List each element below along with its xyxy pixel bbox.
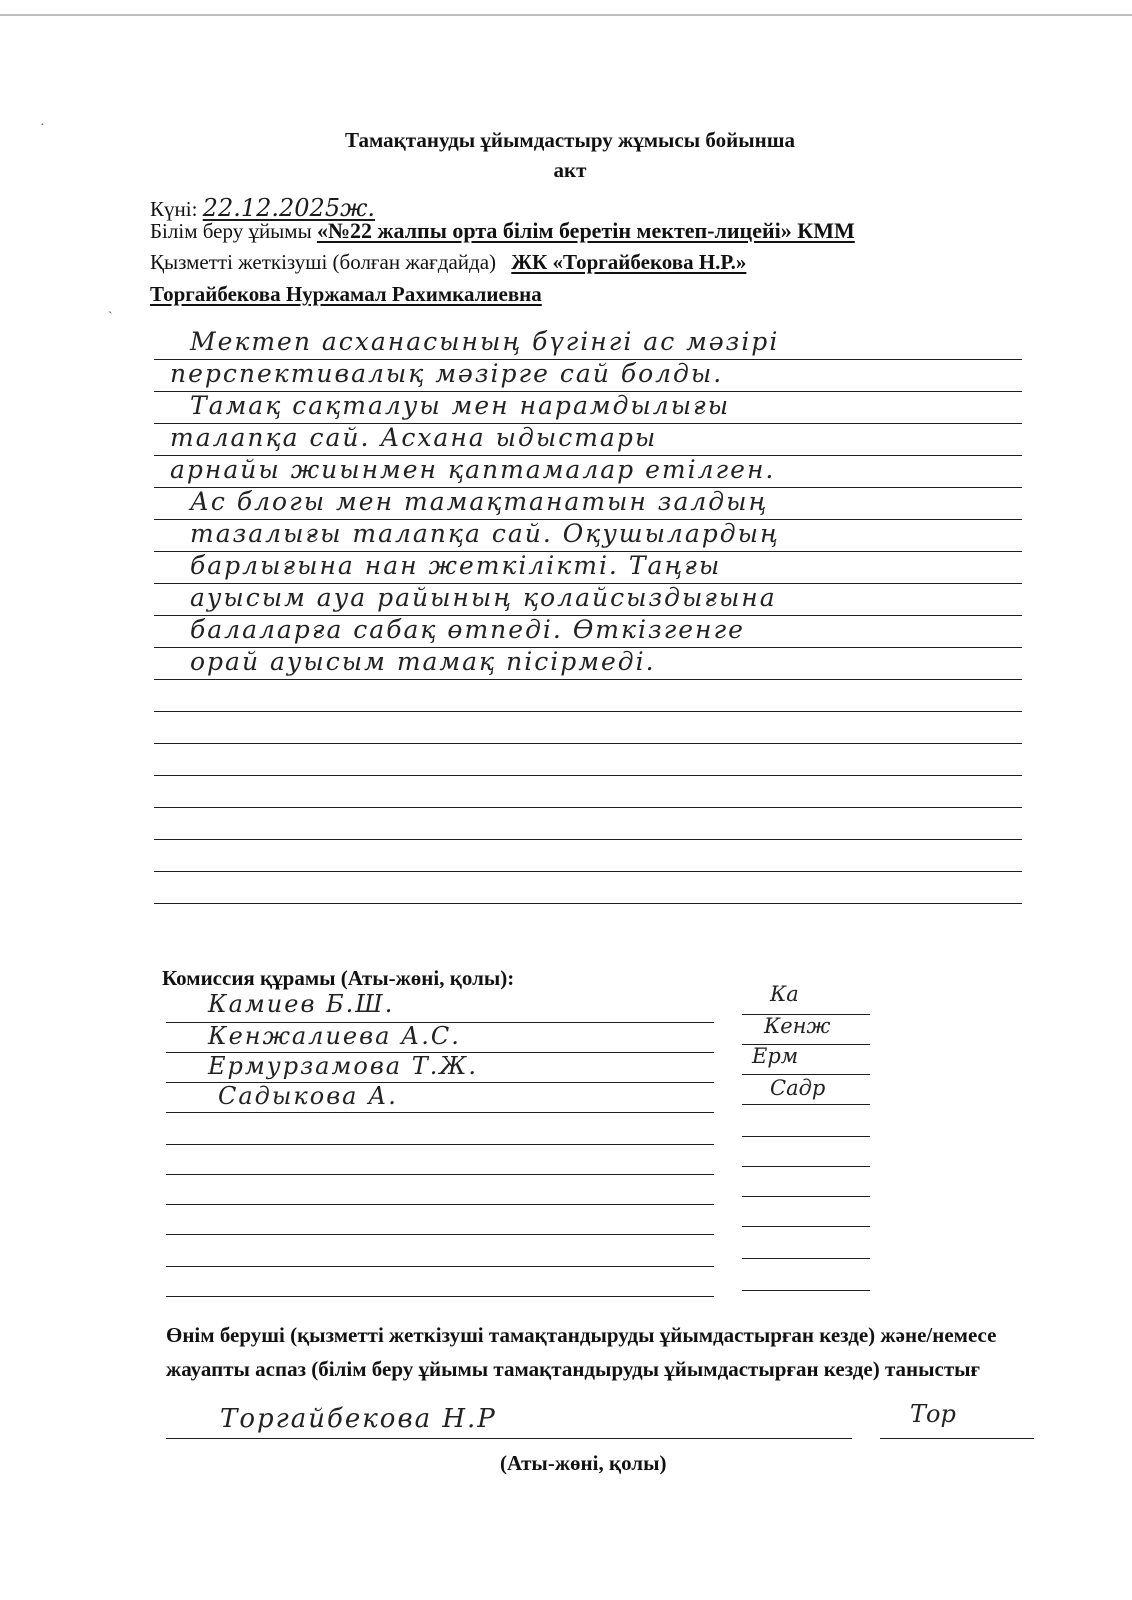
ruled-line <box>154 775 1022 776</box>
finding-line: барлығына нан жеткілікті. Таңғы <box>190 551 722 580</box>
signature-line <box>742 1226 870 1227</box>
scan-edge <box>0 14 1132 16</box>
ruled-line <box>166 1438 852 1439</box>
commission-member-signature: Садр <box>770 1076 826 1100</box>
finding-line: ауысым ауа райының қолайсыздығына <box>190 583 777 612</box>
finding-line: Тамақ сақталуы мен нарамдылығы <box>190 391 731 420</box>
finding-line: орай ауысым тамақ пісірмеді. <box>190 647 656 676</box>
ruled-line <box>154 743 1022 744</box>
finding-line: талапқа сай. Асхана ыдыстары <box>170 423 658 452</box>
acknowledgement-signature: Тор <box>910 1400 956 1428</box>
commission-member-name: Садыкова А. <box>218 1082 398 1110</box>
commission-label: Комиссия құрамы (Аты-жөні, қолы): <box>162 966 515 990</box>
commission-member-signature: Ерм <box>752 1044 799 1068</box>
org-line <box>150 218 855 244</box>
signature-line <box>742 1104 870 1105</box>
acknowledgement-text: Өнім беруші (қызметті жеткізуші тамақтандыруды ұйымдастырған кезде) және/немесе жауапты аспаз (білім беру ұйымы тамақтандыруды ұйымдастырған кезде) таныстығ <box>166 1323 997 1381</box>
date-label: Күні: <box>150 197 198 221</box>
org-label: Білім беру ұйымы <box>150 219 312 243</box>
scan-speck: ˴ <box>108 304 113 319</box>
commission-member-name: Кенжалиева А.С. <box>208 1022 461 1050</box>
scan-speck: · <box>40 118 45 133</box>
org-value: «№22 жалпы орта білім беретін мектеп-лицейі» КММ <box>316 218 855 243</box>
ruled-line <box>166 1266 714 1267</box>
ruled-line <box>154 839 1022 840</box>
ruled-line <box>166 1112 714 1113</box>
supplier-label: Қызметті жеткізуші (болған жағдайда) <box>150 250 497 274</box>
ruled-line <box>154 807 1022 808</box>
supplier-value: ЖК «Торгайбекова Н.Р.» <box>511 250 747 274</box>
ruled-line <box>166 1234 714 1235</box>
ruled-line <box>154 903 1022 904</box>
ruled-line <box>154 679 1022 680</box>
commission-member-name: Камиев Б.Ш. <box>208 990 395 1018</box>
ruled-line <box>166 1296 714 1297</box>
commission-member-signature: Ка <box>770 982 799 1006</box>
signature-line <box>880 1438 1034 1439</box>
signature-caption: (Аты-жөні, қолы) <box>500 1451 667 1475</box>
supplier-person: Торгайбекова Нуржамал Рахимкалиевна <box>150 282 542 306</box>
signature-line <box>742 1074 870 1075</box>
date-value: 22.12.2025ж. <box>202 194 375 222</box>
document-title: Тамақтануды ұйымдастыру жұмысы бойынша <box>345 128 795 152</box>
ruled-line <box>166 1174 714 1175</box>
ruled-line <box>166 1144 714 1145</box>
acknowledgement-name: Торгайбекова Н.Р <box>220 1404 497 1434</box>
ruled-line <box>154 711 1022 712</box>
finding-line: арнайы жиынмен қаптамалар етілген. <box>170 455 776 484</box>
signature-line <box>742 1136 870 1137</box>
commission-member-name: Ермурзамова Т.Ж. <box>208 1052 478 1080</box>
document-subtitle: акт <box>553 158 587 182</box>
ruled-line <box>154 871 1022 872</box>
signature-line <box>742 1196 870 1197</box>
signature-line <box>742 1290 870 1291</box>
commission-member-signature: Кенж <box>764 1014 831 1038</box>
signature-line <box>742 1258 870 1259</box>
finding-line: Ас блогы мен тамақтанатын залдың <box>190 487 769 516</box>
finding-line: Мектеп асханасының бүгінгі ас мәзірі <box>190 327 780 356</box>
finding-line: тазалығы талапқа сай. Оқушылардың <box>190 519 780 548</box>
ruled-line <box>166 1204 714 1205</box>
finding-line: балаларға сабақ өтпеді. Өткізгенге <box>190 615 745 644</box>
supplier-line <box>150 250 746 275</box>
finding-line: перспективалық мәзірге сай болды. <box>170 359 724 388</box>
signature-line <box>742 1166 870 1167</box>
